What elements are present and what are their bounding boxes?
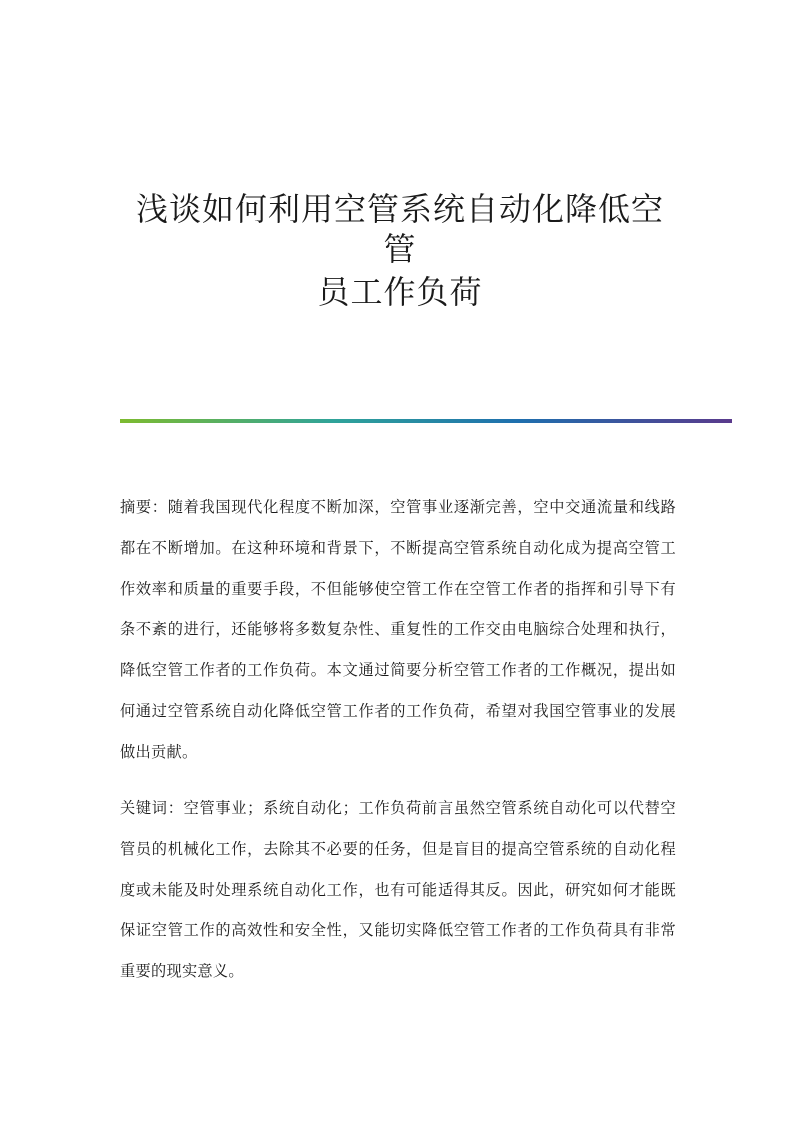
- keywords-paragraph: 关键词：空管事业；系统自动化；工作负荷前言虽然空管系统自动化可以代替空管员的机械化工作，去除其不必要的任务，但是盲目的提高空管系统的自动化程度或未能及时处理系统自动化工作，也有可能适得其反。因此，研究如何才能既保证空管工作的高效性和安全性，又能切实降低空管工作者的工作负荷具有非常重要的现实意义。: [120, 799, 676, 981]
- document-title-line-1: 浅谈如何利用空管系统自动化降低空管: [135, 190, 664, 268]
- abstract-paragraph: 摘要：随着我国现代化程度不断加深，空管事业逐渐完善，空中交通流量和线路都在不断增加。在这种环境和背景下，不断提高空管系统自动化成为提高空管工作效率和质量的重要手段，不但能够使空管工作在空管工作者的指挥和引导下有条不紊的进行，还能够将多数复杂性、重复性的工作交由电脑综合处理和执行，降低空管工作者的工作负荷。本文通过简要分析空管工作者的工作概况，提出如何通过空管系统自动化降低空管工作者的工作负荷，希望对我国空管事业的发展做出贡献。: [120, 498, 676, 761]
- title-divider: [120, 419, 732, 423]
- document-title-line-2: 员工作负荷: [317, 273, 483, 311]
